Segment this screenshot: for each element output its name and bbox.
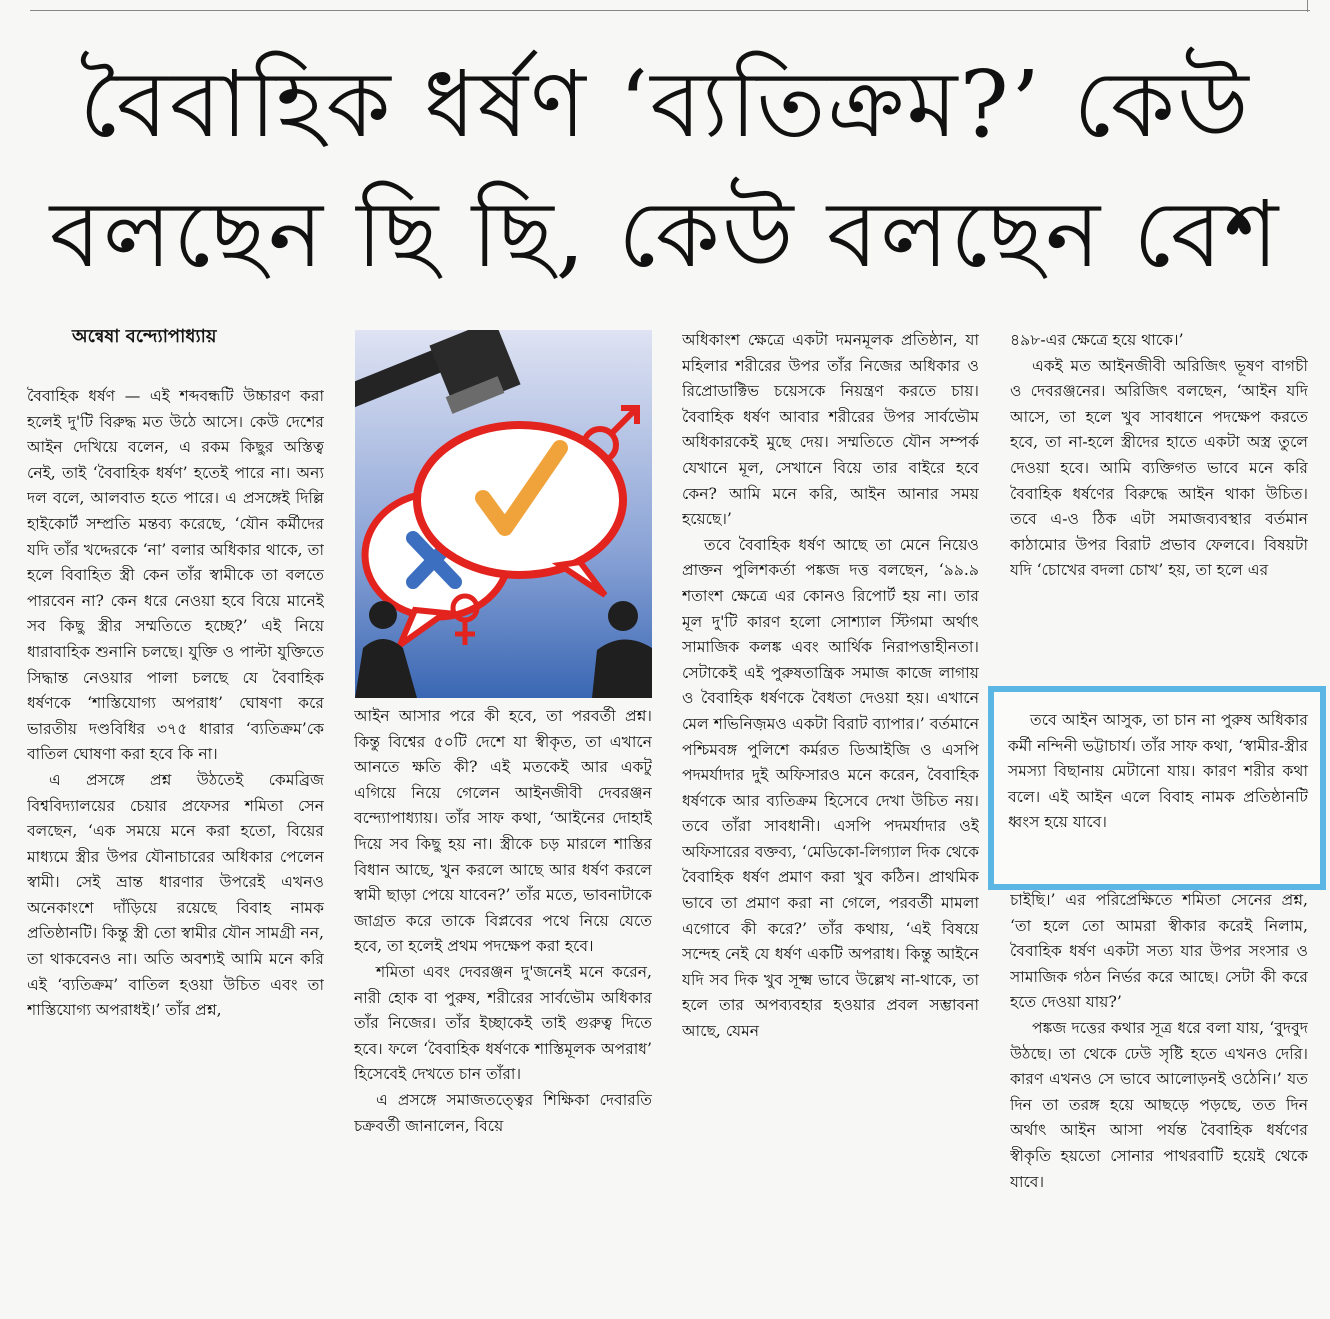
article-column-1 — [27, 384, 324, 1319]
illustration-gavel-speech-bubbles — [355, 330, 652, 698]
article-column-3 — [682, 328, 979, 1319]
highlighted-quote-box — [988, 686, 1326, 890]
paragraph: একই মত আইনজীবী অরিজিৎ ভূষণ বাগচী ও দেবরঞ্জনের। অরিজিৎ বলছেন, ‘আইন যদি আসে, তা হলে খুব সাবধানে পদক্ষেপ করতে হবে, তা না-হলে স্ত্রীদের হাতে একটা অস্ত্র তুলে দেওয়া হবে। আমি ব্যক্তিগত ভাবে মনে করি বৈবাহিক ধর্ষণের বিরুদ্ধে আইন থাকা উচিত। তবে এ-ও ঠিক এটা সমাজব্যবস্থার বর্তমান কাঠামোর উপর বিরাট প্রভাব ফেলবে। বিষয়টা যদি ‘চোখের বদলা চোখ’ হয়, তা হলে এর — [1010, 356, 1308, 580]
paragraph: এ প্রসঙ্গে প্রশ্ন উঠতেই কেমব্রিজ বিশ্ববিদ্যালয়ের চেয়ার প্রফেসর শমিতা সেন বলছেন, ‘এক সময়ে মনে করা হতো, বিয়ের মাধ্যমে স্ত্রীর উপর যৌনাচারের অধিকার পেলেন স্বামী। সেই ভ্রান্ত ধারণার উপরেই এখনও অনেকাংশে দাঁড়িয়ে রয়েছে বিবাহ নামক প্রতিষ্ঠানটি। কিন্তু স্ত্রী তো স্বামীর যৌন সামগ্রী নন, তা থাকবেনও না। অতি অবশ্যই আমি মনে করি এই ‘ব্যতিক্রম’ বাতিল হওয়া উচিত এবং তা শাস্তিযোগ্য অপরাধই।’ তাঁর প্রশ্ন, — [27, 770, 324, 1020]
paragraph: এ প্রসঙ্গে সমাজতত্ত্বের শিক্ষিকা দেবারতি চক্রবর্তী জানালেন, বিয়ে — [354, 1090, 652, 1135]
top-rule — [30, 10, 1310, 11]
byline: অন্বেষা বন্দ্যোপাধ্যায় — [72, 326, 217, 347]
headline-line-2: বলছেন ছি ছি, কেউ বলছেন বেশ — [49, 181, 1281, 288]
article-column-4-bottom — [1010, 888, 1308, 1319]
paragraph: তবে বৈবাহিক ধর্ষণ আছে তা মেনে নিয়েও প্রাক্তন পুলিশকর্তা পঙ্কজ দত্ত বলছেন, ‘৯৯.৯ শতাংশ ক্ষেত্রে এর কোনও রিপোর্ট হয় না। তার মূল দু'টি কারণ হলো সোশ্যাল স্টিগমা অর্থাৎ সামাজিক কলঙ্ক এবং আর্থিক নিরাপত্তাহীনতা। সেটাকেই এই পুরুষতান্ত্রিক সমাজ কাজে লাগায় ও বৈবাহিক ধর্ষণকে বৈধতা দেওয়া হয়। এখানে মেল শভিনিজ়মও একটা বিরাট ব্যাপার।’ বর্তমানে পশ্চিমবঙ্গ পুলিশে কর্মরত ডিআইজি ও এসপি পদমর্যাদার দুই অফিসারও মনে করেন, বৈবাহিক ধর্ষণকে আর ব্যতিক্রম হিসেবে দেখা উচিত নয়। তবে তাঁরা সাবধানী। এসপি পদমর্যাদার ওই অফিসারের বক্তব্য, ‘মেডিকো-লিগ্যাল দিক থেকে বৈবাহিক ধর্ষণ প্রমাণ করা খুব কঠিন। প্রাথমিক ভাবে তা প্রমাণ করা না গেলে, পরবর্তী মামলা এগোবে কী করে?’ তাঁর কথায়, ‘এই বিষয়ে সন্দেহ নেই যে ধর্ষণ একটি অপরাধ। কিন্তু আইনে যদি সব দিক খুব সূক্ষ্ম ভাবে উল্লেখ না-থাকে, তা হলে তার অপব্যবহার হওয়ার প্রবল সম্ভাবনা আছে, যেমন — [682, 535, 979, 1041]
article-column-2 — [354, 704, 652, 1319]
headline-line-1: বৈবাহিক ধর্ষণ ‘ব্যতিক্রম?’ কেউ — [79, 51, 1251, 158]
paragraph: পঙ্কজ দত্তের কথার সূত্র ধরে বলা যায়, ‘বুদবুদ উঠছে। তা থেকে ঢেউ সৃষ্টি হতে এখনও দেরি। কারণ এখনও সে ভাবে আলোড়নই ওঠেনি।’ যত দিন তা তরঙ্গ হয়ে আছড়ে পড়ছে, তত দিন অর্থাৎ আইন আসা পর্যন্ত বৈবাহিক ধর্ষণের স্বীকৃতি হয়তো সোনার পাথরবাটি হয়েই থেকে যাবে। — [1010, 1018, 1308, 1191]
paragraph: শমিতা এবং দেবরঞ্জন দু'জনেই মনে করেন, নারী হোক বা পুরুষ, শরীরের সার্বভৌম অধিকার তাঁর নিজের। তাঁর ইচ্ছাকেই তাই গুরুত্ব দিতে হবে। ফলে ‘বৈবাহিক ধর্ষণকে শাস্তিমূলক অপরাধ’ হিসেবেই দেখতে চান তাঁরা। — [354, 962, 652, 1084]
article-column-4-top — [1010, 328, 1308, 688]
paragraph: অধিকাংশ ক্ষেত্রে একটা দমনমূলক প্রতিষ্ঠান, যা মহিলার শরীরের উপর তাঁর নিজের অধিকার ও রিপ্রোডাক্টিভ চয়েসকে নিয়ন্ত্রণ করতে চায়। বৈবাহিক ধর্ষণ আবার শরীরের উপর সার্বভৌম অধিকারকেই মুছে দেয়। সম্মতিতে যৌন সম্পর্ক যেখানে মূল, সেখানে বিয়ে তার বাইরে হবে কেন? আমি মনে করি, আইন আনার সময় হয়েছে।’ — [682, 331, 979, 529]
paragraph: আইন আসার পরে কী হবে, তা পরবর্তী প্রশ্ন। কিন্তু বিশ্বের ৫০টি দেশে যা স্বীকৃত, তা এখানে আনতে ক্ষতি কী? এই মতকেই আর একটু এগিয়ে নিয়ে গেলেন আইনজীবী দেবরঞ্জন বন্দ্যোপাধ্যায়। তাঁর সাফ কথা, ‘আইনের দোহাই দিয়ে সব কিছু হয় না। স্ত্রীকে চড় মারলে শাস্তির বিধান আছে, খুন করলে আছে আর ধর্ষণ করলে স্বামী ছাড়া পেয়ে যাবেন?’ তাঁর মতে, ভাবনাটাকে জাগ্রত করে তাকে বিপ্লবের পথে নিয়ে যেতে হবে, তা হলেই প্রথম পদক্ষেপ করা হবে। — [354, 707, 652, 956]
highlighted-paragraph: তবে আইন আসুক, তা চান না পুরুষ অধিকার কর্মী নন্দিনী ভট্টাচার্য। তাঁর সাফ কথা, ‘স্বামীর-স্ত্রীর সমস্যা বিছানায় মেটানো যায়। কারণ শরীর কথা বলে। এই আইন এলে বিবাহ নামক প্রতিষ্ঠানটি ধ্বংস হয়ে যাবে। — [1008, 711, 1308, 832]
paragraph: চাইছি।’ এর পরিপ্রেক্ষিতে শমিতা সেনের প্রশ্ন, ‘তা হলে তো আমরা স্বীকার করেই নিলাম, বৈবাহিক ধর্ষণ একটা সত্য যার উপর সংসার ও সামাজিক গঠন নির্ভর করে আছে। সেটা কী করে হতে দেওয়া যায়?’ — [1010, 891, 1308, 1012]
paragraph: বৈবাহিক ধর্ষণ — এই শব্দবন্ধটি উচ্চারণ করা হলেই দু'টি বিরুদ্ধ মত উঠে আসে। কেউ দেশের আইন দেখিয়ে বলেন, এ রকম কিছুর অস্তিত্ব নেই, তাই ‘বৈবাহিক ধর্ষণ’ হতেই পারে না। অন্য দল বলে, আলবাত হতে পারে। এ প্রসঙ্গেই দিল্লি হাইকোর্ট সম্প্রতি মন্তব্য করেছে, ‘যৌন কর্মীদের যদি তাঁর খদ্দেরকে ‘না’ বলার অধিকার থাকে, তা হলে বিবাহিত স্ত্রী কেন তাঁর স্বামীকে তা বলতে পারবেন না? কেন ধরে নেওয়া হবে বিয়ে মানেই সব কিছু স্ত্রীর সম্মতিতে হচ্ছে?’ এই নিয়ে ধারাবাহিক শুনানি চলছে। যুক্তি ও পাল্টা যুক্তিতে সিদ্ধান্ত নেওয়ার পালা চলছে যে বৈবাহিক ধর্ষণকে ‘শাস্তিযোগ্য অপরাধ’ ঘোষণা করে ভারতীয় দণ্ডবিধির ৩৭৫ ধারার ‘ব্যতিক্রম’কে বাতিল ঘোষণা করা হবে কি না। — [27, 387, 324, 764]
paragraph: ৪৯৮-এর ক্ষেত্রে হয়ে থাকে।’ — [1010, 331, 1184, 349]
top-corner-rule — [1307, 0, 1308, 12]
